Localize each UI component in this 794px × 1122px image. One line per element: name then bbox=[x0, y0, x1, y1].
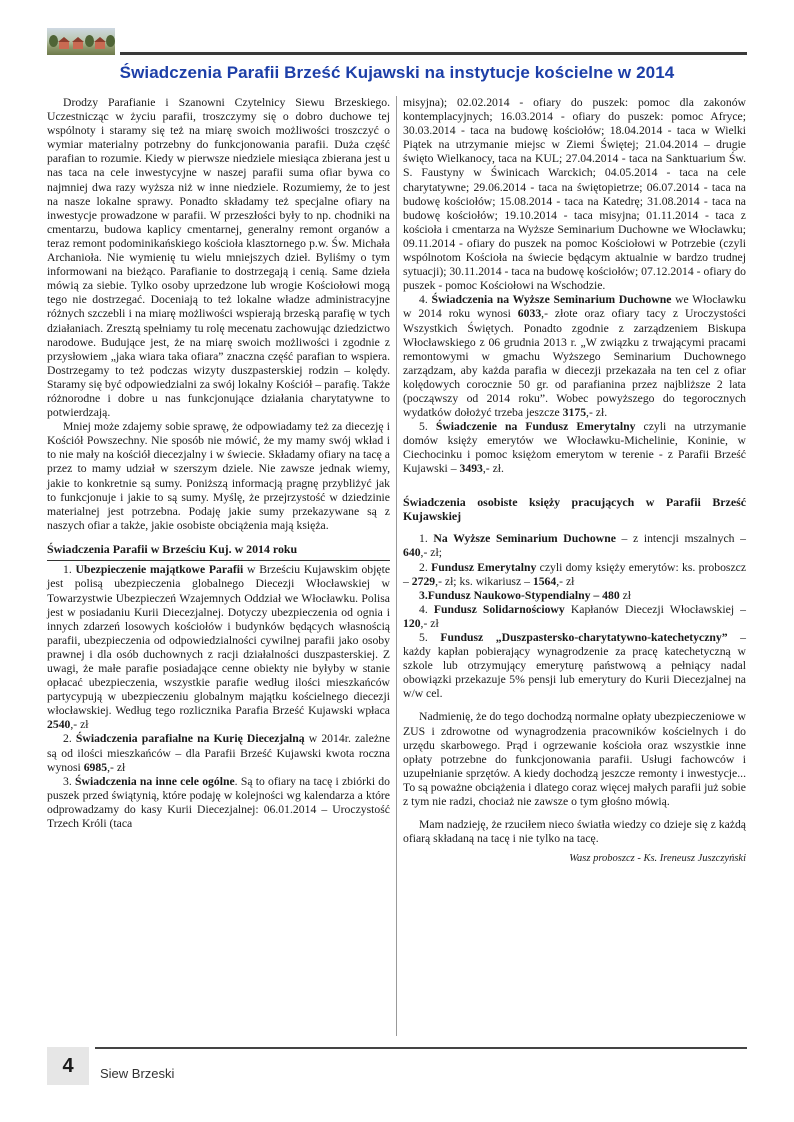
column-divider bbox=[396, 96, 397, 1036]
final-paragraph: Mam nadzieję, że rzuciłem nieco światła wiedzy co dzieje się z każdą ofiarą składaną na tacę i nie tylko na tacę. bbox=[403, 818, 746, 846]
closing-paragraph: Nadmienię, że do tego dochodzą normalne opłaty ubezpieczeniowe w ZUS i zdrowotne od wynagrodzenia pracowników kościelnych i do urzędu skarbowego. Prąd i ogrzewanie kościoła oraz wszystkie inne opłaty potrzebne do funkcjonowania parafii. Usługi fachowców i uzupełnianie sprzętów. A kiedy dochodzą jeszcze remonty i inwestycje... To są poważne obciążenia i dlatego coraz więcej małych parafii już sobie z tym nie radzi, chociaż nie zawsze o tym głośno mówią. bbox=[403, 710, 746, 809]
page-title: Świadczenia Parafii Brześć Kujawski na instytucje kościelne w 2014 bbox=[119, 63, 675, 82]
footer-rule bbox=[95, 1047, 747, 1049]
section-heading-priests: Świadczenia osobiste księży pracujących w Parafii Brześć Kujawskiej bbox=[403, 494, 746, 523]
section-rule bbox=[47, 560, 390, 561]
personal-item-5: 5. Fundusz „Duszpastersko-charytatywno-katechetyczny” – każdy kapłan pobierający wynagrodzenie za pracę katechetyczną w szkole lub otrzymujący emeryturę państwową a pełniący nadal obowiązki przekazuje 5% pensji lub emerytury do Kurii Diecezjalnej na w/w cel. bbox=[403, 631, 746, 701]
intro-paragraph: Drodzy Parafianie i Szanowni Czytelnicy Siewu Brzeskiego. Uczestnicząc w życiu parafii, troszczymy się o dobro duchowe tej wspólnoty i staramy się też na miarę swoich możliwości troszczyć o wymiar materialny potrzebny do funkcjonowania parafii. Duża część parafian to rozumie. Kiedy w pierwsze niedziele miesiąca zbierana jest u nas taca na cele inwestycyjne w naszej parafii suma ofiar bywa co najmniej dwa razy wyższa niż w inne niedziele. Rozumiemy, że to jest na nasze lokalne sprawy. Ponadto składamy też specjalne ofiary na inwestycje prowadzone w parafii. W przeszłości były to np. chodniki na cmentarzu, budowa kaplicy cmentarnej, generalny remont organów a teraz remont podominikańskiego kościoła klasztornego p.w. Św. Michała Archanioła. Nie wymienię tu wielu mniejszych dzieł. Byliśmy o tym informowani na bieżąco. Parafianie to dostrzegają i cenią. Same dzieła mówią za siebie. Tylko osoby uprzedzone lub wrogie Kościołowi mogą tego nie dostrzegać. Doceniają to też lokalne władze administracyjne różnych szczebli i na miarę możliwości wspierają brzeską parafię w tych działaniach. Zresztą spełniamy tu rolę mecenatu zachowując dziedzictwo narodowe. Budujące jest, że na miarę swoich możliwości i zgodnie z przysłowiem „jaka wiara taka ofiara” znaczna część parafian to wspiera. Dostrzegamy to też podczas wizyty duszpasterskiej rodzin – kolędy. Staramy się być odpowiedzialni za swój lokalny Kościół – parafię. Także różnorodne i dobre u nas funkcjonujące działania charytatywne to potwierdzają. bbox=[47, 96, 390, 420]
header-photo bbox=[47, 28, 115, 55]
section-heading-parish: Świadczenia Parafii w Brześciu Kuj. w 2014 roku bbox=[47, 541, 298, 556]
item-1: 1. Ubezpieczenie majątkowe Parafii w Brześciu Kujawskim objęte jest polisą ubezpieczenia globalnego Diecezji Włocławskiej w Towarzystwie Ubezpieczeń Wzajemnych Oddział we Włocławku. Polisa jest w posiadaniu Kurii Diecezjalnej. Dotyczy ubezpieczenia od ognia i innych zdarzeń losowych kościołów i budynków będących własnością parafii, ubezpieczenia od odpowiedzialności cywilnej parafii jako osoby prawnej i dla osób duchownych z racji działalności duszpasterskiej. Z uwagi, że małe parafie posiadające cenne obiekty nie byłyby w stanie opłacać ubezpieczenia, wszystkie parafie według ilości mieszkańców partycypują w ubezpieczeniu globalnym majątku kościelnego diecezji włocławskiej. Według tego rozlicznika Parafia Brześć Kujawski wpłaca 2540,- zł bbox=[47, 563, 391, 732]
personal-item-3: 3.Fundusz Naukowo-Stypendialny – 480 zł bbox=[419, 588, 632, 602]
left-column bbox=[47, 96, 390, 831]
personal-item-1: 1. Na Wyższe Seminarium Duchowne – z intencji mszalnych – 640,- zł; bbox=[403, 532, 746, 560]
header-rule bbox=[120, 52, 747, 55]
personal-item-2: 2. Fundusz Emerytalny czyli domy księży emerytów: ks. proboszcz – 2729,- zł; ks. wikariusz – 1564,- zł bbox=[403, 560, 747, 588]
item-3-continued: misyjna); 02.02.2014 - ofiary do puszek: pomoc dla zakonów kontemplacyjnych; 16.03.2014 - ofiary do puszek: pomoc Afryce; 30.03.2014 - taca na budowę kościołów; 18.04.2014 - taca w Wielki Piątek na utrzymanie miejsc w Ziemi Świętej; 21.04.2014 – drugie święto Wielkanocy, taca na KUL; 27.04.2014 - taca na Sanktuarium Św. S. Faustyny w Świnicach Warckich; 04.05.2014 - taca na cele charytatywne; 29.06.2014 - taca na świętopietrze; 06.07.2014 - taca na budowę kościołów; 15.08.2014 - taca na Katedrę; 31.08.2014 - taca na budowę kościołów; 19.10.2014 - taca misyjna; 01.11.2014 - taca z kościoła i cmentarza na Wyższe Seminarium Duchowne we Włocławku; 09.11.2014 - ofiary do puszek na pomoc Kościołowi w Potrzebie (czyli wspólnotom Kościoła na świecie będącym aktualnie w bardzo trudnej sytuacji); 30.11.2014 - taca na budowę kościołów; 07.12.2014 - ofiary do puszek - pomoc Kościołowi na Wschodzie. bbox=[403, 96, 746, 293]
item-4: 4. Świadczenia na Wyższe Seminarium Duchowne we Włocławku w 2014 roku wynosi 6033,- złote oraz ofiary tacy z Uroczystości Wszystkich Świętych. Ponadto zgodnie z zarządzeniem Biskupa Włocławskiego z 06 grudnia 2013 r. „W związku z trwającymi pracami remontowymi w gmachu Wyższego Seminarium Duchownego zarządzam, aby każda parafia w diecezji przekazała na ten cel z ofiar kolędowych corocznie 50 gr. od parafianina przez najbliższe 2 lata (począwszy od 2014 roku”. Wobec powyższego do tegorocznych wydatków dołożyć trzeba jeszcze 3175,- zł. bbox=[403, 293, 747, 420]
item-2: 2. Świadczenia parafialne na Kurię Diecezjalną w 2014r. zależne są od ilości mieszkańców – dla Parafii Brześć Kujawski kwota roczna wynosi 6985,- zł bbox=[47, 732, 391, 774]
right-column bbox=[403, 96, 746, 866]
item-3: 3. Świadczenia na inne cele ogólne. Są to ofiary na tacę i zbiórki do puszek przed świątynią, które podaję w kolejności wg kalendarza a które odprowadzamy do kasy Kurii Diecezjalnej: 06.01.2014 – Uroczystość Trzech Króli (taca bbox=[47, 774, 390, 830]
publication-name: Siew Brzeski bbox=[100, 1066, 175, 1081]
paragraph-2: Mniej może zdajemy sobie sprawę, że odpowiadamy też za diecezję i Kościół Powszechny. Nie sposób nie mówić, że my mamy swój wkład i to nie mały na kościół diecezjalny i w świecie. Składamy ofiary na tacę a przez to mamy udział w szerszym dziele. Nie zawsze jednak wiemy, jakie to konkretnie są sumy. Poniższą informacją pragnę przybliżyć jak to funkcjonuje i jakie to są sumy. Myślę, że przejrzystość w dziedzinie materialnej jest potrzebna. Podaję jakie sumy przekazywane są z naszych ofiar a także, jakie osobiste obciążenia mają księża. bbox=[47, 420, 390, 532]
personal-item-4: 4. Fundusz Solidarnościowy Kapłanów Diecezji Włocławskiej – 120,- zł bbox=[403, 602, 747, 630]
item-5: 5. Świadczenie na Fundusz Emerytalny czyli na utrzymanie domów księży emerytów we Włocławku-Michelinie, Koninie, w Ciechocinku i pomoc księżom emerytom w terenie - z Parafii Brześć Kujawski – 3493,- zł. bbox=[403, 420, 747, 476]
signature: Wasz proboszcz - Ks. Ireneusz Juszczyński bbox=[569, 853, 746, 865]
page-number: 4 bbox=[47, 1047, 89, 1085]
